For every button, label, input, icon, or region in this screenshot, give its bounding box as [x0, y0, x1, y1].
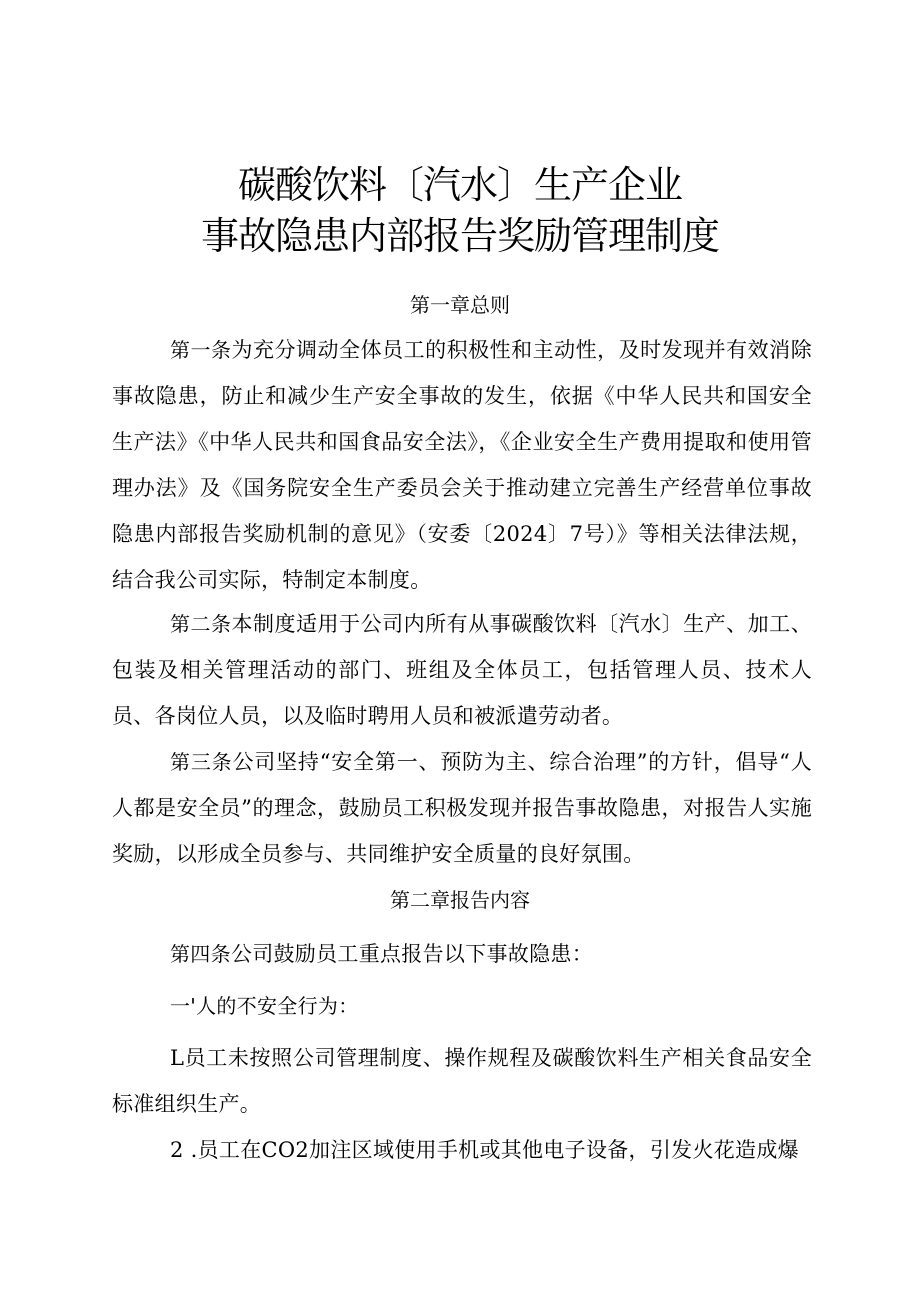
article-4-text: 公司鼓励员工重点报告以下事故隐患： — [230, 942, 594, 966]
article-3 — [112, 739, 812, 877]
article-4 — [112, 931, 812, 977]
chapter-heading-report-content: 第二章报告内容 — [390, 888, 530, 912]
document-title-line-1: 碳酸饮料〔汽水〕生产企业 — [237, 163, 682, 207]
article-2-lead: 第二条 — [170, 612, 232, 636]
chapter-heading-general: 第一章总则 — [410, 293, 510, 317]
article-1 — [112, 327, 812, 603]
article-3-text: 公司坚持“安全第一、预防为主、综合治理”的方针，倡导“人人都是安全员”的理念，鼓励员工积极发现并报告事故隐患，对报告人实施奖励，以形成全员参与、共同维护安全质量的良好氛围。 — [112, 750, 812, 866]
article-4-lead: 第四条 — [170, 942, 231, 966]
document-title-line-2: 事故隐患内部报告奖励管理制度 — [200, 214, 719, 258]
article-1-lead: 第一条 — [170, 338, 232, 362]
article-3-lead: 第三条 — [170, 750, 233, 774]
article-2-text: 本制度适用于公司内所有从事碳酸饮料〔汽水〕生产、加工、包装及相关管理活动的部门、班组及全体员工，包括管理人员、技术人员、各岗位人员，以及临时聘用人员和被派遣劳动者。 — [112, 612, 812, 728]
article-2 — [112, 601, 812, 739]
list-item-2: 2 .员工在CO2加注区域使用手机或其他电子设备，引发火花造成爆 — [170, 1138, 799, 1162]
article-1-text: 为充分调动全体员工的积极性和主动性，及时发现并有效消除事故隐患，防止和减少生产安全事故的发生，依据《中华人民共和国安全生产法》《中华人民共和国食品安全法》，《企业安全生产费用提取和使用管理办法》及《国务院安全生产委员会关于推动建立完善生产经营单位事故隐患内部报告奖励机制的意见》（安委〔2024〕7号）》等相关法律法规，结合我公司实际，特制定本制度。 — [112, 338, 812, 592]
list-item-1: L员工未按照公司管理制度、操作规程及碳酸饮料生产相关食品安全标准组织生产。 — [112, 1046, 812, 1116]
section-heading-unsafe-behavior: 一'人的不安全行为： — [170, 994, 359, 1018]
